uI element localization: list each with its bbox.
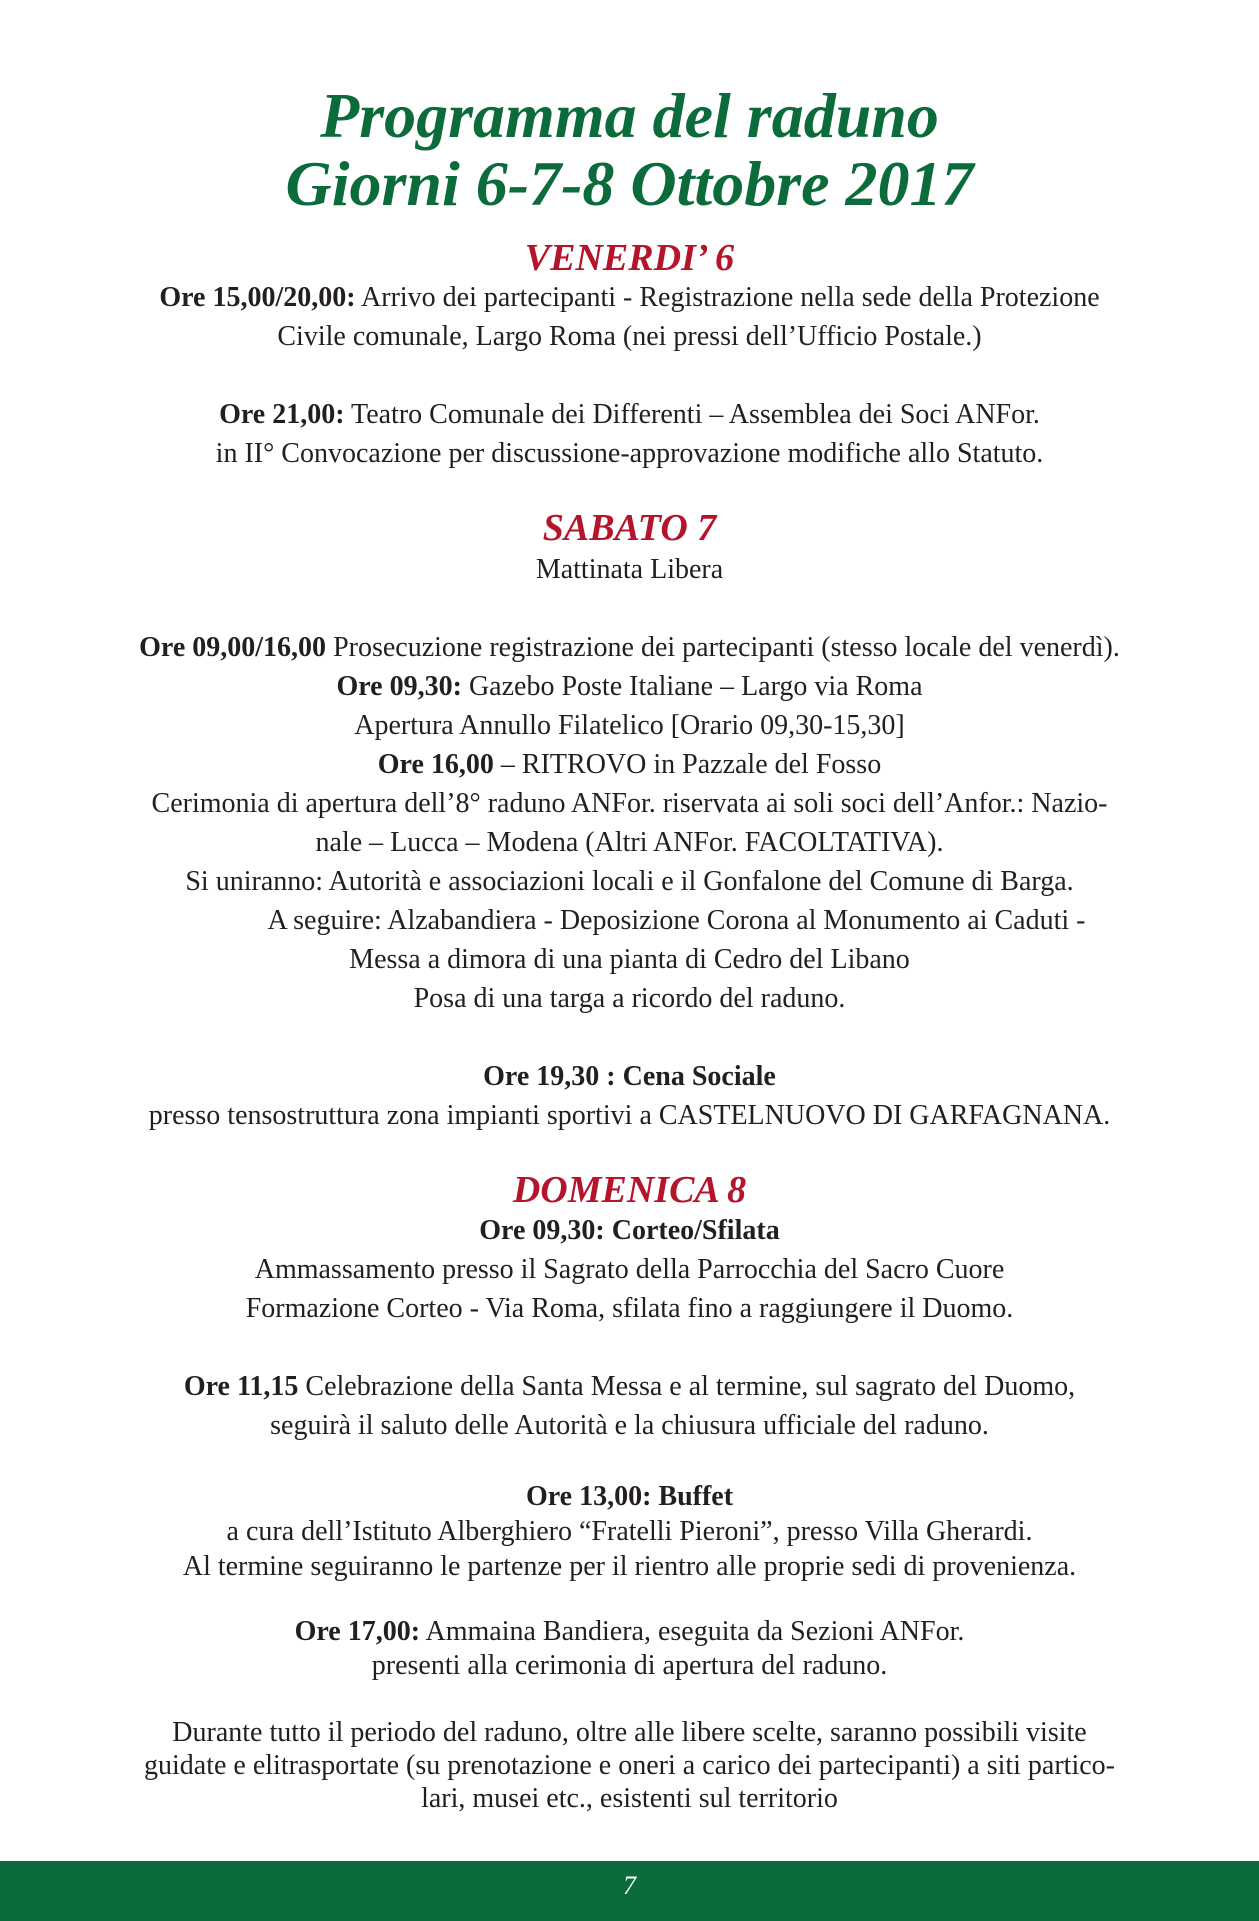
page-number: 7: [623, 1871, 636, 1900]
sunday-line-11: Durante tutto il periodo del raduno, oltre alle libere scelte, saranno possibili visite: [172, 1717, 1087, 1748]
time-label: Ore 21,00:: [219, 399, 345, 430]
sunday-line-2: Ammassamento presso il Sagrato della Parrocchia del Sacro Cuore: [254, 1254, 1005, 1285]
saturday-line-8: Si uniranno: Autorità e associazioni locali e il Gonfalone del Comune di Barga.: [185, 866, 1074, 897]
saturday-line-5: [0, 749, 1259, 781]
day-heading-friday: VENERDI’ 6: [524, 237, 735, 279]
sunday-line-13: lari, musei etc., esistenti sul territorio: [421, 1783, 838, 1814]
sunday-line-5: seguirà il saluto delle Autorità e la chiusura ufficiale del raduno.: [270, 1410, 989, 1441]
saturday-line-4: Apertura Annullo Filatelico [Orario 09,30-15,30]: [354, 710, 905, 741]
sunday-line-10: presenti alla cerimonia di apertura del raduno.: [371, 1650, 888, 1681]
time-label: Ore 09,30:: [336, 671, 462, 702]
sunday-line-7: a cura dell’Istituto Alberghiero “Fratelli Pieroni”, presso Villa Gherardi.: [226, 1516, 1033, 1547]
event-text: Teatro Comunale dei Differenti – Assemblea dei Soci ANFor.: [344, 399, 1040, 430]
friday-line-2: Civile comunale, Largo Roma (nei pressi dell’Ufficio Postale.): [277, 321, 982, 352]
time-label: Ore 16,00: [377, 749, 494, 780]
event-text: Prosecuzione registrazione dei partecipanti (stesso locale del venerdì).: [326, 632, 1120, 663]
time-label: Ore 17,00:: [294, 1616, 421, 1647]
saturday-line-3: [0, 671, 1259, 703]
event-text: Gazebo Poste Italiane – Largo via Roma: [461, 671, 923, 702]
sunday-line-9: [0, 1616, 1259, 1648]
event-text: Arrivo dei partecipanti - Registrazione nella sede della Protezione: [355, 282, 1100, 313]
event-text: – RITROVO in Pazzale del Fosso: [493, 749, 882, 780]
friday-line-4: in II° Convocazione per discussione-approvazione modifiche allo Statuto.: [215, 438, 1044, 469]
time-label: Ore 13,00: Buffet: [525, 1481, 734, 1512]
sunday-line-3: Formazione Corteo - Via Roma, sfilata fino a raggiungere il Duomo.: [245, 1293, 1014, 1324]
saturday-line-1: Mattinata Libera: [535, 554, 724, 585]
event-text: Ammaina Bandiera, eseguita da Sezioni ANFor.: [420, 1616, 965, 1647]
footer-band: [0, 1861, 1259, 1921]
time-label: Ore 15,00/20,00:: [159, 282, 356, 313]
saturday-line-9: A seguire: Alzabandiera - Deposizione Corona al Monumento ai Caduti -: [267, 905, 1086, 936]
sunday-line-8: Al termine seguiranno le partenze per il rientro alle proprie sedi di provenienza.: [182, 1551, 1077, 1582]
sunday-line-1: [0, 1215, 1259, 1247]
page-title-line-1: Programma del raduno: [320, 80, 939, 151]
sunday-line-4: [0, 1371, 1259, 1403]
time-label: Ore 11,15: [183, 1371, 299, 1402]
saturday-line-6: Cerimonia di apertura dell’8° raduno ANFor. riservata ai soli soci dell’Anfor.: Nazio-: [151, 788, 1108, 819]
friday-line-1: [0, 282, 1259, 314]
saturday-line-13: presso tensostruttura zona impianti sportivi a CASTELNUOVO DI GARFAGNANA.: [148, 1100, 1111, 1131]
friday-line-3: [0, 399, 1259, 431]
sunday-line-6: [0, 1481, 1259, 1513]
saturday-line-10: Messa a dimora di una pianta di Cedro del Libano: [349, 944, 910, 975]
sunday-line-12: guidate e elitrasportate (su prenotazione e oneri a carico dei partecipanti) a siti partico-: [144, 1750, 1115, 1781]
day-heading-saturday: SABATO 7: [542, 507, 717, 549]
event-text: Celebrazione della Santa Messa e al termine, sul sagrato del Duomo,: [298, 1371, 1076, 1402]
saturday-line-7: nale – Lucca – Modena (Altri ANFor. FACOLTATIVA).: [315, 827, 944, 858]
saturday-line-2: [0, 632, 1259, 664]
time-label: Ore 09,30: Corteo/Sfilata: [479, 1215, 780, 1246]
page-title-line-2: Giorni 6-7-8 Ottobre 2017: [285, 148, 974, 219]
time-label: Ore 19,30 : Cena Sociale: [483, 1061, 776, 1092]
day-heading-sunday: DOMENICA 8: [512, 1169, 747, 1211]
saturday-line-12: [0, 1061, 1259, 1093]
time-label: Ore 09,00/16,00: [139, 632, 327, 663]
saturday-line-11: Posa di una targa a ricordo del raduno.: [413, 983, 846, 1014]
